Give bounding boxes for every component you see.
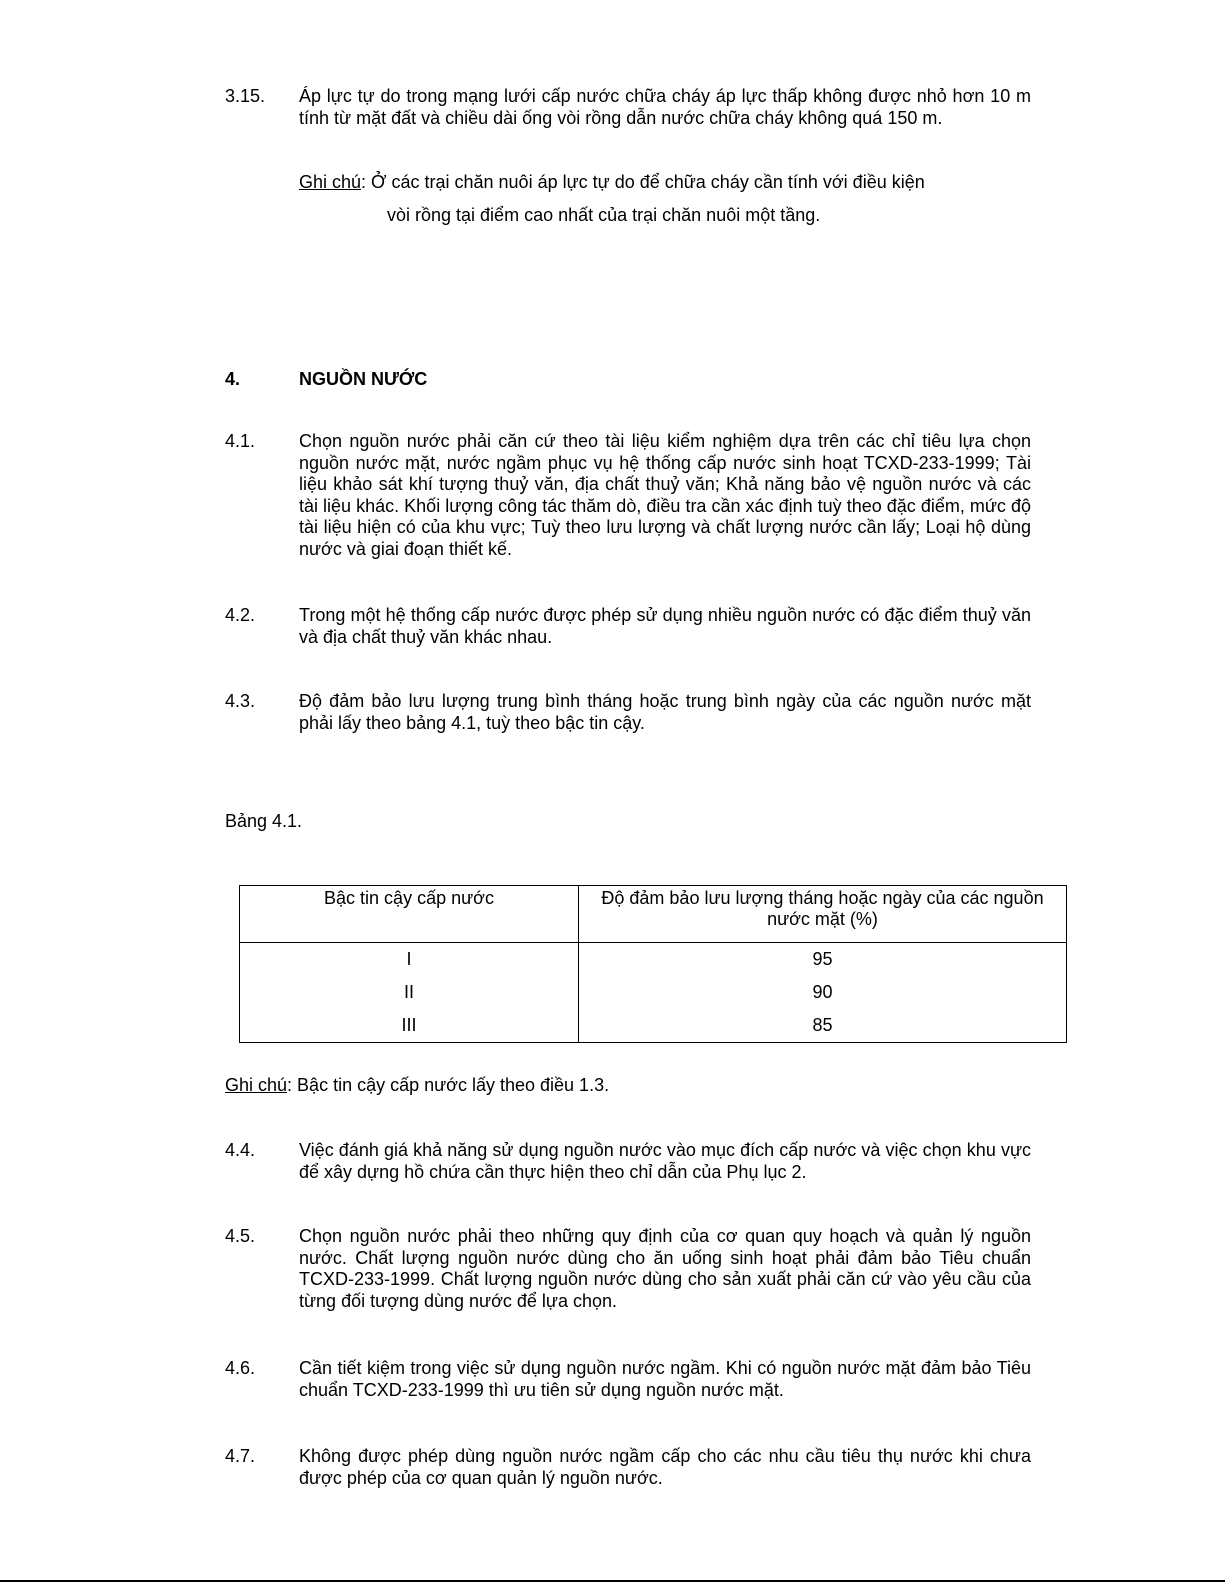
clause-4-3 bbox=[225, 691, 1031, 734]
table-row bbox=[240, 943, 1067, 977]
clause-number: 3.15. bbox=[225, 86, 266, 106]
note-3-15-line-1 bbox=[299, 171, 925, 193]
clause-text: Chọn nguồn nước phải theo những quy định của cơ quan quy hoạch và quản lý nguồn nước. Chất lượng nguồn nước dùng cho ăn uống sinh hoạt phải đảm bảo Tiêu chuẩn TCXD-233-1999. Chất lượng nguồn nước dùng cho sản xuất phải căn cứ vào yêu cầu của từng đối tượng dùng nước để lựa chọn. bbox=[299, 1226, 1031, 1311]
clause-4-6 bbox=[225, 1358, 1031, 1401]
clause-text: Việc đánh giá khả năng sử dụng nguồn nước vào mục đích cấp nước và việc chọn khu vực để xây dựng hồ chứa cần thực hiện theo chỉ dẫn của Phụ lục 2. bbox=[299, 1140, 1031, 1182]
note-text: : Ở các trại chăn nuôi áp lực tự do để chữa cháy cần tính với điều kiện bbox=[361, 172, 925, 192]
clause-4-2 bbox=[225, 605, 1031, 648]
clause-number: 4.5. bbox=[225, 1226, 256, 1246]
table-row bbox=[240, 1009, 1067, 1043]
clause-3-15 bbox=[225, 86, 1031, 129]
table-cell: 90 bbox=[579, 976, 1067, 1009]
note-text: : Bậc tin cậy cấp nước lấy theo điều 1.3. bbox=[287, 1075, 610, 1095]
table-cell: I bbox=[240, 943, 579, 977]
clause-text: Cần tiết kiệm trong việc sử dụng nguồn nước ngầm. Khi có nguồn nước mặt đảm bảo Tiêu chuẩn TCXD-233-1999 thì ưu tiên sử dụng nguồn nước mặt. bbox=[299, 1358, 1031, 1400]
section-heading bbox=[225, 369, 428, 390]
table-cell: 95 bbox=[579, 943, 1067, 977]
clause-4-7 bbox=[225, 1446, 1031, 1489]
table-note bbox=[225, 1075, 609, 1096]
table-row bbox=[240, 976, 1067, 1009]
table-cell: 85 bbox=[579, 1009, 1067, 1043]
table-cell: III bbox=[240, 1009, 579, 1043]
table-header-row bbox=[240, 886, 1067, 943]
clause-number: 4.4. bbox=[225, 1140, 256, 1160]
clause-number: 4.7. bbox=[225, 1446, 256, 1466]
table-caption: Bảng 4.1. bbox=[225, 811, 303, 831]
reliability-table bbox=[239, 885, 1067, 1043]
clause-text: Chọn nguồn nước phải căn cứ theo tài liệu kiểm nghiệm dựa trên các chỉ tiêu lựa chọn nguồn nước mặt, nước ngầm phục vụ hệ thống cấp nước sinh hoạt TCXD-233-1999; Tài liệu khảo sát khí tượng thuỷ văn, địa chất thuỷ văn; Khả năng bảo vệ nguồn nước và các tài liệu khác. Khối lượng công tác thăm dò, điều tra cần xác định tuỳ theo đặc điểm, mức độ tài liệu hiện có của khu vực; Tuỳ theo lưu lượng và chất lượng nước cần lấy; Loại hộ dùng nước và giai đoạn thiết kế. bbox=[299, 431, 1031, 559]
table-header-cell: Bậc tin cậy cấp nước bbox=[240, 886, 579, 943]
clause-4-5 bbox=[225, 1226, 1031, 1312]
section-number: 4. bbox=[225, 369, 241, 389]
table-cell: II bbox=[240, 976, 579, 1009]
clause-number: 4.1. bbox=[225, 431, 256, 451]
page-bottom-rule bbox=[0, 1580, 1225, 1582]
clause-4-4 bbox=[225, 1140, 1031, 1183]
clause-text: Trong một hệ thống cấp nước được phép sử dụng nhiều nguồn nước có đặc điểm thuỷ văn và địa chất thuỷ văn khác nhau. bbox=[299, 605, 1031, 647]
section-title: NGUỒN NƯỚC bbox=[299, 369, 428, 389]
clause-4-1 bbox=[225, 431, 1031, 561]
clause-text: Áp lực tự do trong mạng lưới cấp nước chữa cháy áp lực thấp không được nhỏ hơn 10 m tính từ mặt đất và chiều dài ống vòi rồng dẫn nước chữa cháy không quá 150 m. bbox=[299, 86, 1031, 128]
note-3-15-line-2: vòi rồng tại điểm cao nhất của trại chăn nuôi một tầng. bbox=[387, 205, 821, 225]
clause-number: 4.2. bbox=[225, 605, 256, 625]
clause-number: 4.3. bbox=[225, 691, 256, 711]
table-header-cell: Độ đảm bảo lưu lượng tháng hoặc ngày của các nguồn nước mặt (%) bbox=[579, 886, 1067, 943]
note-label: Ghi chú bbox=[299, 172, 362, 192]
note-label: Ghi chú bbox=[225, 1075, 288, 1095]
clause-text: Không được phép dùng nguồn nước ngầm cấp cho các nhu cầu tiêu thụ nước khi chưa được phép của cơ quan quản lý nguồn nước. bbox=[299, 1446, 1031, 1488]
clause-number: 4.6. bbox=[225, 1358, 256, 1378]
clause-text: Độ đảm bảo lưu lượng trung bình tháng hoặc trung bình ngày của các nguồn nước mặt phải lấy theo bảng 4.1, tuỳ theo bậc tin cậy. bbox=[299, 691, 1031, 733]
